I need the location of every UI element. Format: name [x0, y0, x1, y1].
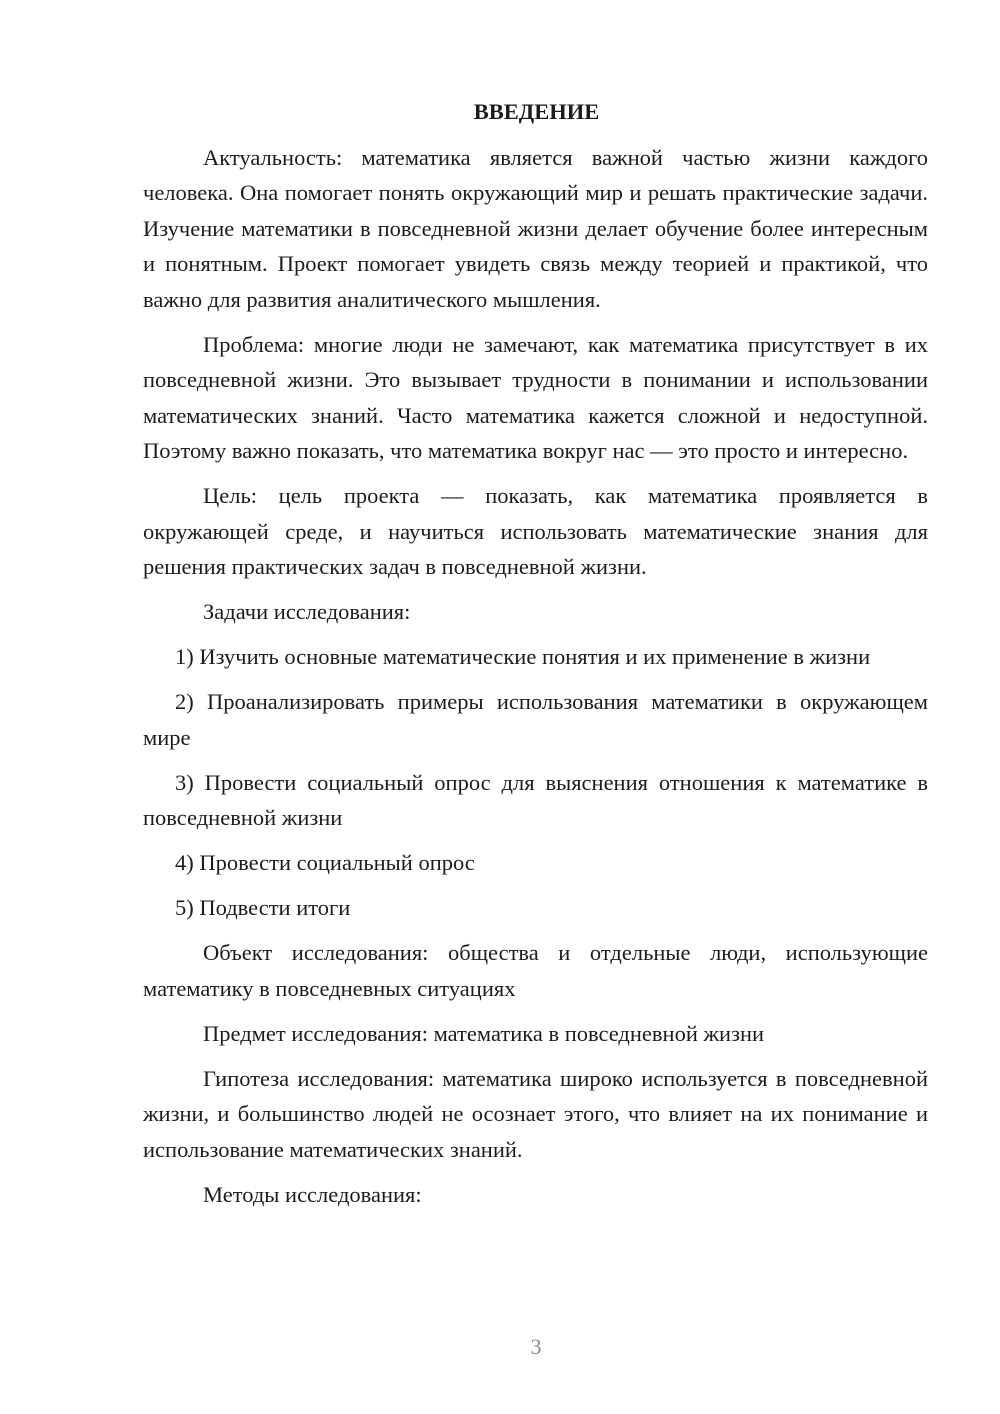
goal-paragraph: Цель: цель проекта — показать, как математика проявляется в окружающей среде, и научиться использовать математические знания для решения практических задач в повседневной жизни. — [143, 483, 928, 579]
task-item-4: 4) Провести социальный опрос — [175, 850, 475, 875]
hypothesis-paragraph: Гипотеза исследования: математика широко используется в повседневной жизни, и большинство людей не осознает этого, что влияет на их понимание и использование математических знаний. — [143, 1065, 928, 1162]
problem-paragraph: Проблема: многие люди не замечают, как математика присутствует в их повседневной жизни. Это вызывает трудности в понимании и использовании математических знаний. Часто математика кажется сложной и недоступной. Поэтому важно показать, что математика вокруг нас — это просто и интересно. — [143, 331, 928, 463]
subject-paragraph: Предмет исследования: математика в повседневной жизни — [203, 1020, 765, 1046]
task-item-1: 1) Изучить основные математические понятия и их применение в жизни — [175, 644, 871, 669]
relevance-paragraph: Актуальность: математика является важной частью жизни каждого человека. Она помогает понять окружающий мир и решать практические задачи. Изучение математики в повседневной жизни делает обучение более интересным и понятным. Проект помогает увидеть связь между теорией и практикой, что важно для развития аналитического мышления. — [143, 144, 928, 312]
object-paragraph: Объект исследования: общества и отдельные люди, использующие математику в повседневных ситуациях — [143, 940, 928, 1001]
task-item-3: 3) Провести социальный опрос для выяснения отношения к математике в повседневной жизни — [143, 769, 928, 830]
methods-heading: Методы исследования: — [203, 1181, 422, 1207]
tasks-heading: Задачи исследования: — [203, 599, 411, 624]
task-item-2: 2) Проанализировать примеры использования математики в окружающем мире — [143, 689, 928, 750]
tasks-list — [143, 639, 928, 926]
section-title: ВВЕДЕНИЕ — [473, 99, 600, 124]
page-number: 3 — [530, 1334, 542, 1359]
task-item-5: 5) Подвести итоги — [175, 895, 351, 920]
document-page — [143, 94, 928, 1222]
